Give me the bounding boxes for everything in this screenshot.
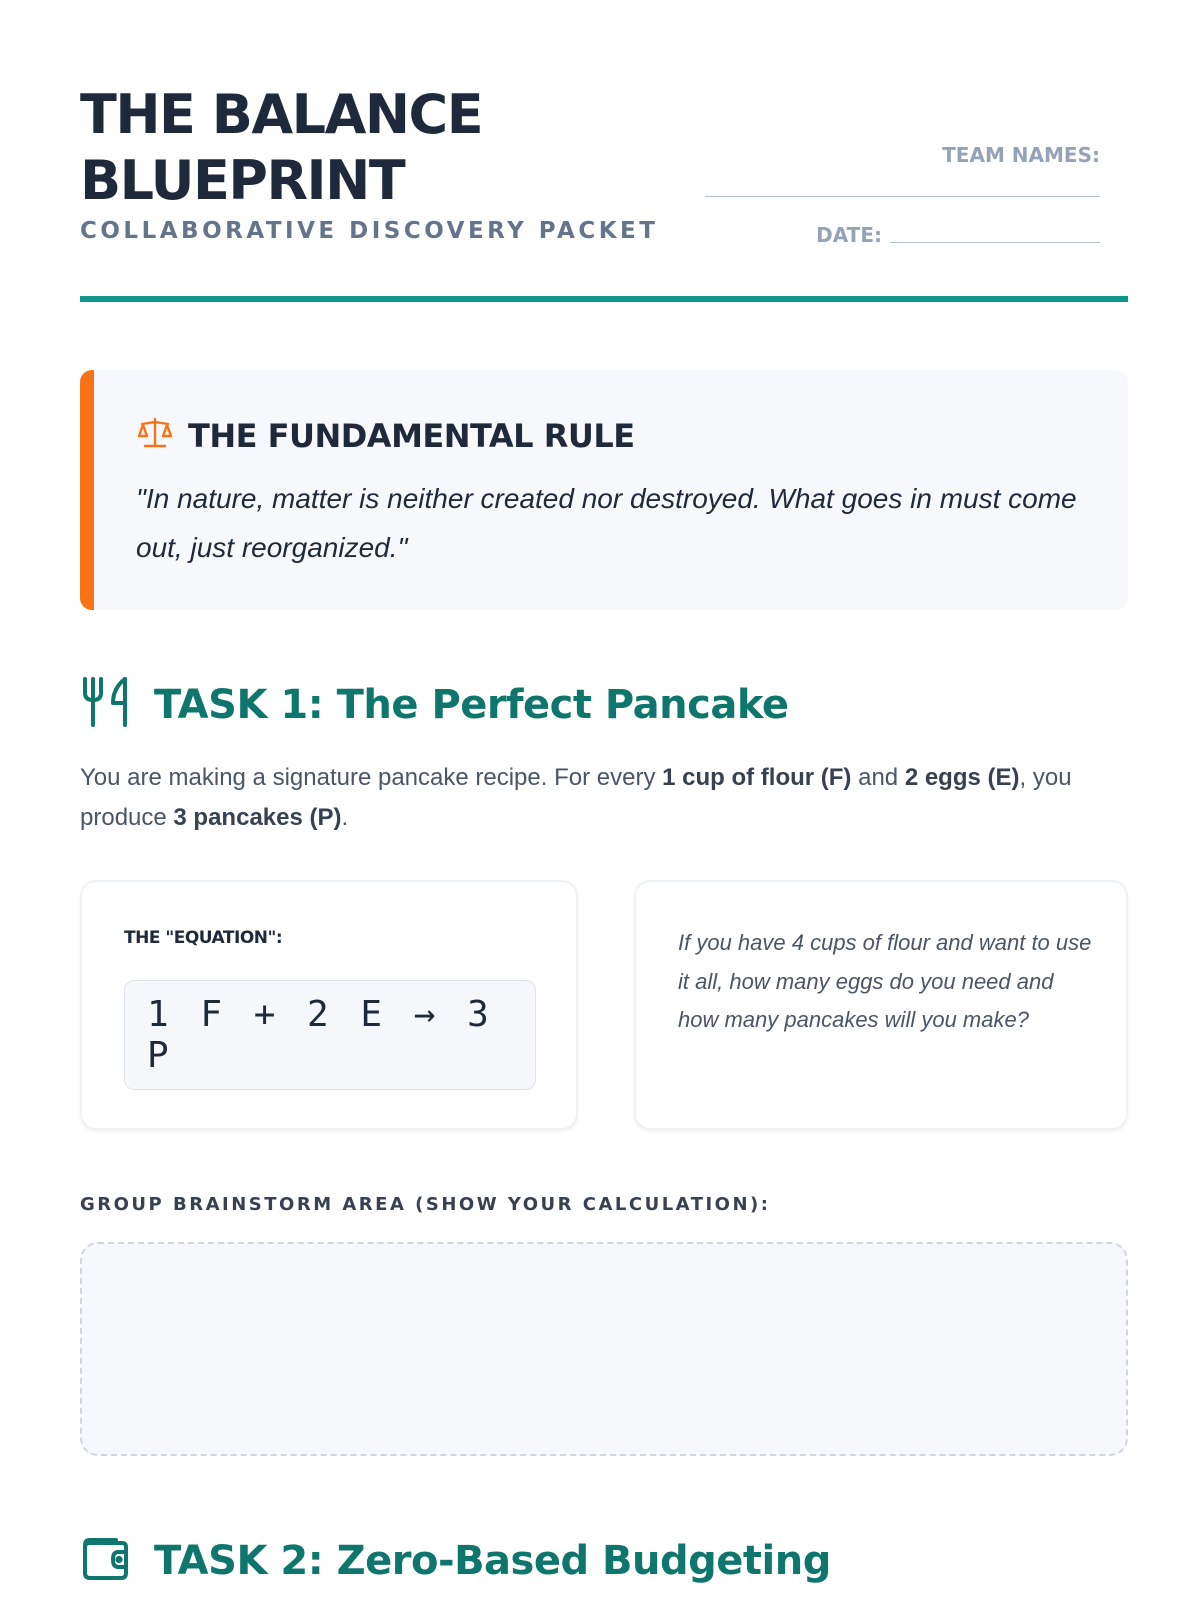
title-line-1: THE BALANCE bbox=[80, 83, 483, 146]
title-line-2: BLUEPRINT bbox=[80, 149, 405, 212]
brainstorm-label: GROUP BRAINSTORM AREA (SHOW YOUR CALCULATION): bbox=[80, 1194, 771, 1215]
task1-title: TASK 1: The Perfect Pancake bbox=[154, 681, 789, 728]
task1-desc-text-2: and bbox=[851, 764, 905, 791]
task2-heading bbox=[80, 1532, 831, 1589]
callout-quote: "In nature, matter is neither created nor destroyed. What goes in must come out, just reorganized." bbox=[136, 483, 1077, 563]
team-names-label: TEAM NAMES: bbox=[942, 143, 1100, 167]
page-subtitle: COLLABORATIVE DISCOVERY PACKET bbox=[80, 218, 659, 244]
date-row bbox=[816, 223, 1100, 247]
callout-accent-bar bbox=[80, 370, 94, 610]
fundamental-rule-callout bbox=[80, 370, 1128, 610]
wallet-icon bbox=[80, 1532, 132, 1589]
equation-box: 1 F + 2 E → 3 P bbox=[124, 980, 536, 1090]
task1-heading bbox=[80, 676, 788, 733]
question-text: If you have 4 cups of flour and want to use it all, how many eggs do you need and how many pancakes will you make? bbox=[678, 930, 1092, 1032]
task1-desc-pancakes: 3 pancakes (P) bbox=[173, 804, 342, 831]
task1-desc-text-4: . bbox=[341, 804, 349, 831]
task2-title: TASK 2: Zero-Based Budgeting bbox=[154, 1537, 831, 1584]
equation-card bbox=[80, 880, 578, 1130]
question-card bbox=[634, 880, 1128, 1130]
task1-desc-flour: 1 cup of flour (F) bbox=[662, 764, 852, 791]
header-divider bbox=[80, 296, 1128, 302]
date-field[interactable] bbox=[890, 242, 1100, 243]
equation-label: THE "EQUATION": bbox=[124, 928, 283, 948]
date-label: DATE: bbox=[816, 223, 882, 247]
scale-icon bbox=[136, 414, 174, 457]
callout-heading bbox=[136, 414, 635, 457]
task1-desc-text-1: You are making a signature pancake recipe. For every bbox=[80, 764, 663, 791]
page-title bbox=[80, 82, 640, 214]
task1-desc-eggs: 2 eggs (E) bbox=[904, 764, 1020, 791]
task1-description bbox=[80, 758, 1130, 838]
utensils-icon bbox=[80, 676, 132, 733]
callout-title: THE FUNDAMENTAL RULE bbox=[188, 416, 635, 455]
team-names-field[interactable] bbox=[705, 196, 1100, 197]
task1-desc-text-3: , you produce bbox=[80, 764, 1072, 831]
brainstorm-area[interactable] bbox=[80, 1242, 1128, 1456]
